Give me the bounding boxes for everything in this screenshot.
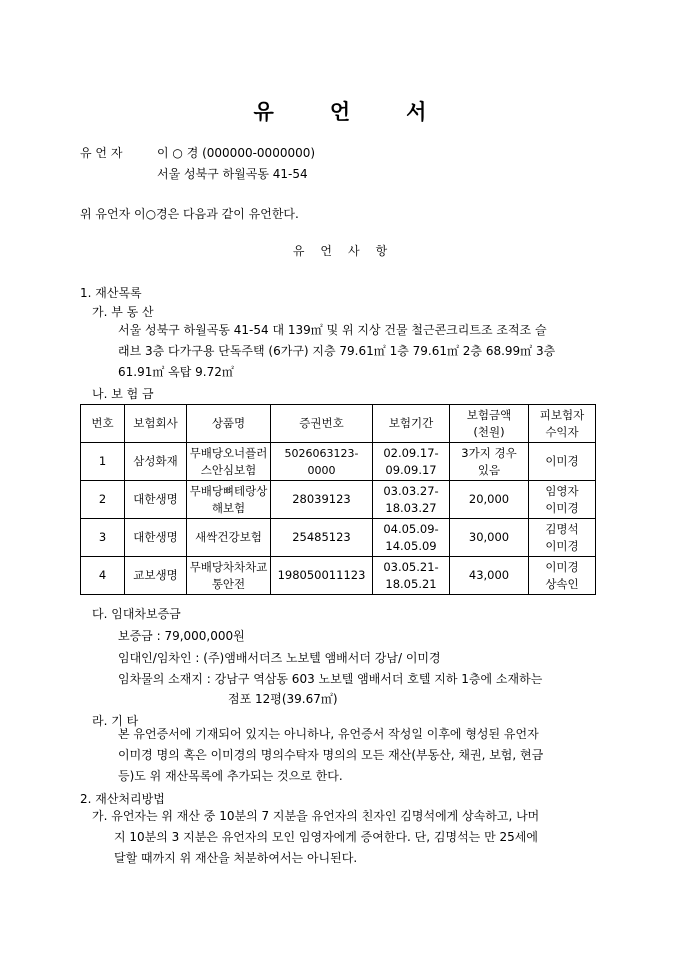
lease-location: 임차물의 소재지 : 강남구 역삼동 603 노보텔 앰배서더 호텔 지하 1층에 소재하는 <box>118 672 543 686</box>
testator-label: 유 언 자 <box>80 146 123 160</box>
table-cell: 대한생명 <box>125 519 187 557</box>
disposition-text <box>92 806 600 869</box>
real-estate-line: 61.91㎡ 옥탑 9.72㎡ <box>118 365 234 379</box>
document-title <box>0 96 680 126</box>
table-cell: 임영자 이미경 <box>529 481 596 519</box>
real-estate-line: 래브 3층 다가구용 단독주택 (6가구) 지층 79.61㎡ 1층 79.61㎡ 2층 68.99㎡ 3층 <box>118 344 556 358</box>
table-cell: 04.05.09- 14.05.09 <box>373 519 450 557</box>
section-title-char: 사 <box>348 244 360 258</box>
lease-parties: 임대인/임차인 : (주)앰배서더즈 노보텔 앰배서더 강남/ 이미경 <box>118 651 441 665</box>
insurance-heading: 나. 보 험 금 <box>92 387 154 401</box>
section-title <box>0 242 680 259</box>
table-cell: 1 <box>81 443 125 481</box>
insurance-table <box>80 404 596 595</box>
col-header: 상품명 <box>187 405 271 443</box>
testator-address: 서울 성북구 하월곡동 41-54 <box>157 167 308 181</box>
table-row <box>81 519 596 557</box>
table-cell: 03.03.27- 18.03.27 <box>373 481 450 519</box>
title-char: 유 <box>253 100 274 124</box>
col-header: 증권번호 <box>271 405 373 443</box>
lease-deposit-amount: 보증금 : 79,000,000원 <box>118 629 245 643</box>
table-cell: 삼성화재 <box>125 443 187 481</box>
real-estate-line: 서울 성북구 하월곡동 41-54 대 139㎡ 및 위 지상 건물 철근콘크리트조 조적조 슬 <box>118 323 547 337</box>
other-line: 이미경 명의 혹은 이미경의 명의수탁자 명의의 모든 재산(부동산, 채권, 보험, 현금 <box>118 748 544 762</box>
table-cell: 3가지 경우 있음 <box>450 443 529 481</box>
table-cell: 무배당오너플러 스안심보험 <box>187 443 271 481</box>
table-cell: 이미경 <box>529 443 596 481</box>
table-cell: 새싹건강보험 <box>187 519 271 557</box>
table-cell: 대한생명 <box>125 481 187 519</box>
table-cell: 03.05.21- 18.05.21 <box>373 557 450 595</box>
disposition-line: 가. 유언자는 위 재산 중 10분의 7 지분을 유언자의 친자인 김명석에게 상속하고, 나머 <box>92 809 540 823</box>
lease-deposit-heading: 다. 임대차보증금 <box>92 607 181 621</box>
section-2-heading: 2. 재산처리방법 <box>80 792 165 806</box>
table-cell: 3 <box>81 519 125 557</box>
table-row <box>81 481 596 519</box>
real-estate-heading: 가. 부 동 산 <box>92 305 154 319</box>
other-heading: 라. 기 타 <box>92 714 139 728</box>
col-header: 피보험자 수익자 <box>529 405 596 443</box>
section-title-char: 언 <box>320 244 332 258</box>
testator-name-id: 이 ○ 경 (000000-0000000) <box>157 146 316 160</box>
table-cell: 30,000 <box>450 519 529 557</box>
other-line: 등)도 위 재산목록에 추가되는 것으로 한다. <box>118 769 343 783</box>
table-cell: 02.09.17- 09.09.17 <box>373 443 450 481</box>
other-line: 본 유언증서에 기재되어 있지는 아니하나, 유언증서 작성일 이후에 형성된 유언자 <box>118 727 539 741</box>
table-row <box>81 557 596 595</box>
section-1-heading: 1. 재산목록 <box>80 286 142 300</box>
disposition-line: 달할 때까지 위 재산을 처분하여서는 아니된다. <box>114 851 358 865</box>
table-cell: 28039123 <box>271 481 373 519</box>
table-row <box>81 443 596 481</box>
table-header-row <box>81 405 596 443</box>
real-estate-text <box>118 320 598 383</box>
table-cell: 20,000 <box>450 481 529 519</box>
col-header: 보험회사 <box>125 405 187 443</box>
section-title-char: 유 <box>292 244 305 258</box>
title-char: 서 <box>406 100 427 124</box>
title-char: 언 <box>329 100 351 124</box>
other-text <box>118 724 598 787</box>
lease-location-cont: 점포 12평(39.67㎡) <box>228 692 338 706</box>
table-cell: 무배당차차차교 통안전 <box>187 557 271 595</box>
table-cell: 이미경 상속인 <box>529 557 596 595</box>
col-header: 보험기간 <box>373 405 450 443</box>
table-cell: 2 <box>81 481 125 519</box>
col-header: 번호 <box>81 405 125 443</box>
table-cell: 43,000 <box>450 557 529 595</box>
intro-text: 위 유언자 이○경은 다음과 같이 유언한다. <box>80 207 299 221</box>
col-header: 보험금액 (천원) <box>450 405 529 443</box>
table-cell: 교보생명 <box>125 557 187 595</box>
table-cell: 김명석 이미경 <box>529 519 596 557</box>
table-cell: 198050011123 <box>271 557 373 595</box>
section-title-char: 항 <box>375 244 388 258</box>
table-cell: 5026063123-0000 <box>271 443 373 481</box>
table-cell: 25485123 <box>271 519 373 557</box>
table-cell: 무배당뼈테랑상 해보험 <box>187 481 271 519</box>
table-cell: 4 <box>81 557 125 595</box>
disposition-line: 지 10분의 3 지분은 유언자의 모인 임영자에게 증여한다. 단, 김명석는 만 25세에 <box>114 830 538 844</box>
